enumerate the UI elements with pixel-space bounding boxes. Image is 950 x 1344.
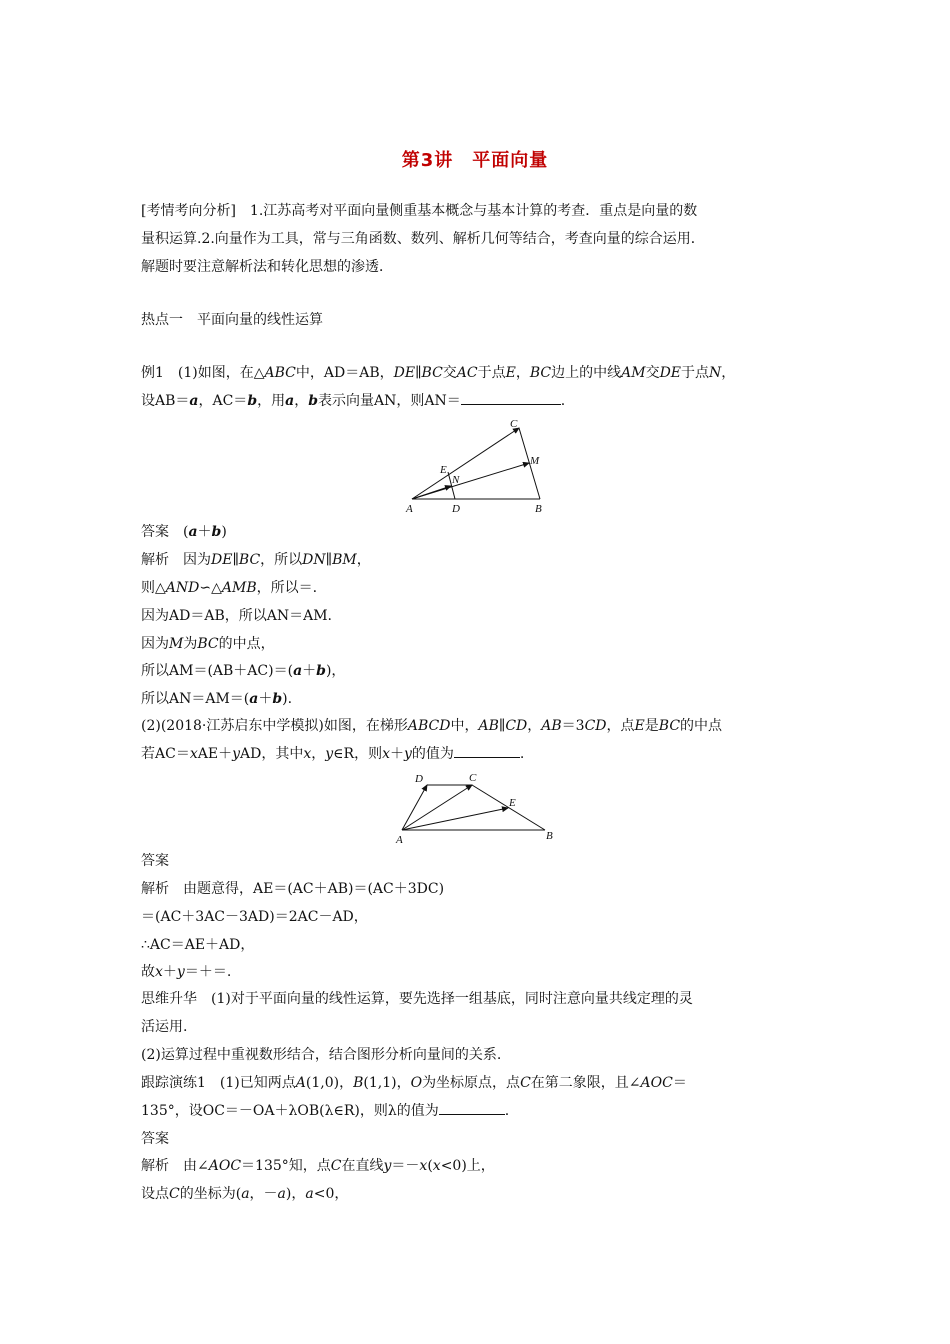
vector-ac [402, 785, 472, 830]
label-d: D [415, 773, 423, 785]
triangle-figure [395, 415, 560, 517]
solution1-line-3: 因为AD＝AB，所以AN＝AM. [141, 608, 332, 624]
vector-ac [412, 428, 519, 499]
summary-line-3: (2)运算过程中重视数形结合，结合图形分析向量间的关系. [141, 1047, 502, 1063]
label-n: N [452, 474, 460, 486]
example2-line-2: 若AC＝xAE＋yAD，其中x，y∈R，则x＋y的值为 . [141, 746, 525, 762]
vector-ae [402, 808, 508, 830]
answer-2: 答案 [141, 853, 169, 869]
answer-blank [461, 392, 561, 405]
label-c: C [469, 772, 477, 784]
intro-line-2: 量积运算.2.向量作为工具，常与三角函数、数列、解析几何等结合，考查向量的综合运用． [141, 231, 705, 247]
label-e: E [440, 464, 447, 476]
label-a: A [406, 503, 413, 515]
solution1-line-5: 所以AM＝(AB＋AC)＝(a＋b)， [141, 663, 346, 679]
solution1-line-4: 因为M为BC的中点， [141, 636, 275, 652]
solution3-line-1: 解析 由∠AOC＝135°知，点C在直线y＝－x(x<0)上， [141, 1158, 495, 1174]
answer-blank [454, 745, 520, 758]
page-title: 第3讲 平面向量 [401, 150, 549, 171]
intro-line-3: 解题时要注意解析法和转化思想的渗透． [141, 259, 393, 275]
solution2-line-2: ＝(AC＋3AC－3AD)＝2AC－AD， [141, 909, 368, 925]
example1-line-1: 例1 (1)如图，在△ABC中，AD＝AB，DE∥BC交AC于点E，BC边上的中线AM交DE于点N， [141, 365, 736, 381]
label-d: D [452, 503, 460, 515]
example2-line-1: (2)(2018·江苏启东中学模拟)如图，在梯形ABCD中，AB∥CD，AB＝3CD，点E是BC的中点 [141, 718, 723, 734]
solution1-line-1: 解析 因为DE∥BC，所以DN∥BM， [141, 552, 371, 568]
solution2-line-1: 解析 由题意得，AE＝(AC＋AB)＝(AC＋3DC) [141, 881, 445, 897]
exercise1-line-1: 跟踪演练1 (1)已知两点A(1,0)，B(1,1)，O为坐标原点，点C在第二象限，且∠AOC＝ [141, 1075, 687, 1091]
vector-an [412, 486, 451, 499]
summary-line-1: 思维升华 (1)对于平面向量的线性运算，要先选择一组基底，同时注意向量共线定理的灵 [141, 991, 693, 1007]
solution1-line-2: 则△AND∽△AMB，所以＝. [141, 580, 318, 596]
vector-ad [402, 785, 427, 830]
trapezoid-figure [390, 768, 565, 848]
label-b: B [535, 503, 542, 515]
intro-line-1: [考情考向分析] 1.江苏高考对平面向量侧重基本概念与基本计算的考查．重点是向量的数 [141, 203, 698, 219]
intro-tag: [考情考向分析] [141, 203, 236, 219]
solution1-line-6: 所以AN＝AM＝(a＋b). [141, 691, 293, 707]
exercise1-line-2: 135°，设OC＝－OA＋λOB(λ∈R)，则λ的值为 . [141, 1103, 510, 1119]
answer-3: 答案 [141, 1131, 169, 1147]
solution2-line-4: 故x＋y＝＋＝. [141, 964, 232, 980]
solution2-line-3: ∴AC＝AE＋AD， [141, 937, 255, 953]
label-m: M [530, 455, 540, 467]
label-b: B [546, 830, 553, 842]
summary-line-2: 活运用. [141, 1019, 188, 1035]
label-e: E [509, 797, 516, 809]
example1-line-2: 设AB＝a，AC＝b，用a，b表示向量AN，则AN＝ . [141, 393, 566, 409]
section-heading: 热点一 平面向量的线性运算 [141, 312, 323, 328]
solution3-line-2: 设点C的坐标为(a，－a)，a<0， [141, 1186, 349, 1202]
label-a: A [396, 834, 403, 846]
answer-1: 答案 (a＋b) [141, 524, 227, 540]
label-c: C [510, 418, 518, 430]
answer-blank [439, 1102, 505, 1115]
